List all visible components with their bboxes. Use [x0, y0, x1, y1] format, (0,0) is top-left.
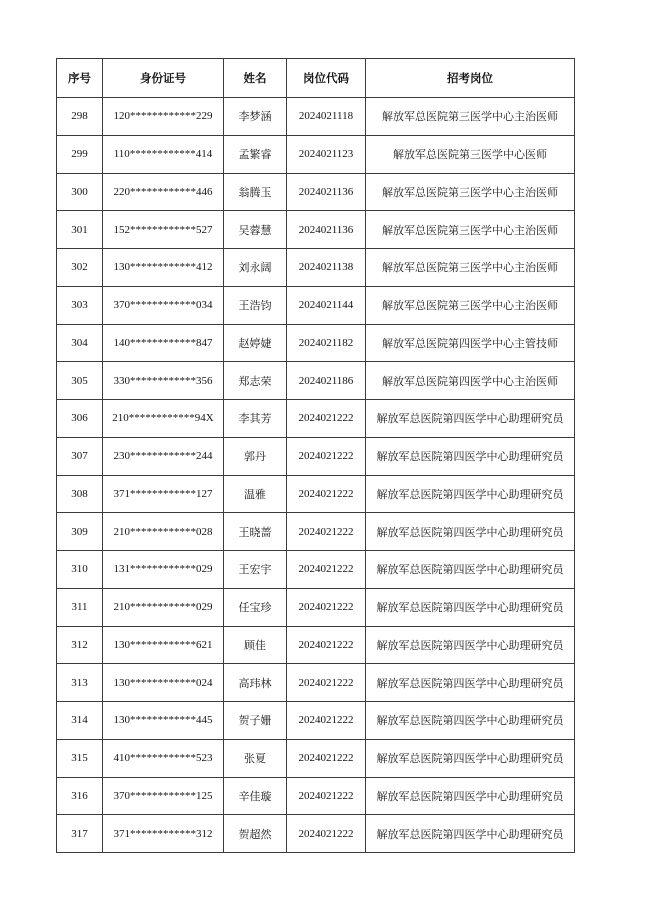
cell-recruit-position: 解放军总医院第三医学中心医师 — [366, 135, 575, 173]
cell-id-number: 330************356 — [103, 362, 224, 400]
cell-seq: 307 — [57, 437, 103, 475]
cell-name: 高玮林 — [224, 664, 287, 702]
cell-recruit-position: 解放军总医院第三医学中心主治医师 — [366, 98, 575, 136]
cell-seq: 305 — [57, 362, 103, 400]
cell-recruit-position: 解放军总医院第三医学中心主治医师 — [366, 249, 575, 287]
cell-recruit-position: 解放军总医院第三医学中心主治医师 — [366, 211, 575, 249]
cell-recruit-position: 解放军总医院第四医学中心助理研究员 — [366, 815, 575, 853]
cell-name: 刘永阔 — [224, 249, 287, 287]
recruitment-roster-table — [56, 58, 575, 853]
cell-recruit-position: 解放军总医院第四医学中心主管技师 — [366, 324, 575, 362]
cell-name: 孟繁睿 — [224, 135, 287, 173]
cell-position-code: 2024021123 — [287, 135, 366, 173]
cell-recruit-position: 解放军总医院第四医学中心助理研究员 — [366, 437, 575, 475]
cell-position-code: 2024021222 — [287, 702, 366, 740]
table-row — [57, 588, 575, 626]
header-name: 姓名 — [224, 59, 287, 98]
table-row — [57, 437, 575, 475]
table-header — [57, 59, 575, 98]
cell-seq: 310 — [57, 551, 103, 589]
cell-recruit-position: 解放军总医院第四医学中心助理研究员 — [366, 739, 575, 777]
table-row — [57, 211, 575, 249]
cell-recruit-position: 解放军总医院第三医学中心主治医师 — [366, 173, 575, 211]
cell-seq: 300 — [57, 173, 103, 211]
table-row — [57, 135, 575, 173]
cell-seq: 298 — [57, 98, 103, 136]
cell-seq: 316 — [57, 777, 103, 815]
cell-name: 李梦涵 — [224, 98, 287, 136]
cell-position-code: 2024021222 — [287, 513, 366, 551]
cell-recruit-position: 解放军总医院第四医学中心助理研究员 — [366, 777, 575, 815]
cell-id-number: 371************127 — [103, 475, 224, 513]
cell-seq: 302 — [57, 249, 103, 287]
cell-id-number: 131************029 — [103, 551, 224, 589]
cell-id-number: 210************028 — [103, 513, 224, 551]
cell-position-code: 2024021222 — [287, 815, 366, 853]
table-body — [57, 98, 575, 853]
table-row — [57, 286, 575, 324]
cell-seq: 315 — [57, 739, 103, 777]
cell-id-number: 130************412 — [103, 249, 224, 287]
cell-seq: 306 — [57, 400, 103, 438]
cell-recruit-position: 解放军总医院第四医学中心助理研究员 — [366, 626, 575, 664]
cell-seq: 308 — [57, 475, 103, 513]
cell-recruit-position: 解放军总医院第四医学中心主治医师 — [366, 362, 575, 400]
table-row — [57, 400, 575, 438]
cell-name: 王宏宇 — [224, 551, 287, 589]
cell-position-code: 2024021222 — [287, 551, 366, 589]
table-row — [57, 664, 575, 702]
table-row — [57, 475, 575, 513]
header-position-code: 岗位代码 — [287, 59, 366, 98]
table-row — [57, 513, 575, 551]
header-recruit-position: 招考岗位 — [366, 59, 575, 98]
cell-seq: 313 — [57, 664, 103, 702]
cell-id-number: 370************034 — [103, 286, 224, 324]
cell-position-code: 2024021136 — [287, 173, 366, 211]
cell-seq: 299 — [57, 135, 103, 173]
cell-seq: 309 — [57, 513, 103, 551]
cell-position-code: 2024021138 — [287, 249, 366, 287]
table-row — [57, 551, 575, 589]
cell-id-number: 130************621 — [103, 626, 224, 664]
table-row — [57, 702, 575, 740]
cell-position-code: 2024021186 — [287, 362, 366, 400]
cell-id-number: 371************312 — [103, 815, 224, 853]
cell-position-code: 2024021222 — [287, 400, 366, 438]
cell-position-code: 2024021222 — [287, 739, 366, 777]
cell-seq: 314 — [57, 702, 103, 740]
cell-id-number: 210************94X — [103, 400, 224, 438]
cell-seq: 301 — [57, 211, 103, 249]
cell-recruit-position: 解放军总医院第四医学中心助理研究员 — [366, 513, 575, 551]
cell-id-number: 130************445 — [103, 702, 224, 740]
cell-position-code: 2024021136 — [287, 211, 366, 249]
cell-position-code: 2024021222 — [287, 777, 366, 815]
cell-position-code: 2024021222 — [287, 626, 366, 664]
cell-name: 吴蓉慧 — [224, 211, 287, 249]
cell-position-code: 2024021118 — [287, 98, 366, 136]
header-row — [57, 59, 575, 98]
cell-id-number: 120************229 — [103, 98, 224, 136]
cell-name: 王晓蔷 — [224, 513, 287, 551]
cell-position-code: 2024021222 — [287, 475, 366, 513]
cell-recruit-position: 解放军总医院第四医学中心助理研究员 — [366, 588, 575, 626]
table-row — [57, 739, 575, 777]
cell-id-number: 110************414 — [103, 135, 224, 173]
cell-name: 温雅 — [224, 475, 287, 513]
cell-id-number: 370************125 — [103, 777, 224, 815]
cell-position-code: 2024021222 — [287, 588, 366, 626]
header-id-number: 身份证号 — [103, 59, 224, 98]
cell-position-code: 2024021222 — [287, 664, 366, 702]
cell-id-number: 130************024 — [103, 664, 224, 702]
cell-id-number: 230************244 — [103, 437, 224, 475]
table-row — [57, 626, 575, 664]
cell-recruit-position: 解放军总医院第四医学中心助理研究员 — [366, 400, 575, 438]
cell-name: 贺子姗 — [224, 702, 287, 740]
cell-name: 任宝珍 — [224, 588, 287, 626]
table-row — [57, 324, 575, 362]
cell-recruit-position: 解放军总医院第四医学中心助理研究员 — [366, 551, 575, 589]
cell-recruit-position: 解放军总医院第三医学中心主治医师 — [366, 286, 575, 324]
cell-recruit-position: 解放军总医院第四医学中心助理研究员 — [366, 702, 575, 740]
table-row — [57, 98, 575, 136]
cell-name: 王浩钧 — [224, 286, 287, 324]
cell-name: 顾佳 — [224, 626, 287, 664]
cell-name: 张夏 — [224, 739, 287, 777]
cell-position-code: 2024021144 — [287, 286, 366, 324]
cell-seq: 304 — [57, 324, 103, 362]
cell-name: 赵婷婕 — [224, 324, 287, 362]
cell-name: 辛佳璇 — [224, 777, 287, 815]
cell-name: 李其芳 — [224, 400, 287, 438]
cell-name: 翁腾玉 — [224, 173, 287, 211]
cell-recruit-position: 解放军总医院第四医学中心助理研究员 — [366, 475, 575, 513]
cell-id-number: 152************527 — [103, 211, 224, 249]
table-row — [57, 777, 575, 815]
cell-recruit-position: 解放军总医院第四医学中心助理研究员 — [366, 664, 575, 702]
table-row — [57, 815, 575, 853]
cell-id-number: 410************523 — [103, 739, 224, 777]
cell-id-number: 220************446 — [103, 173, 224, 211]
cell-seq: 311 — [57, 588, 103, 626]
cell-name: 郭丹 — [224, 437, 287, 475]
table-row — [57, 173, 575, 211]
cell-id-number: 140************847 — [103, 324, 224, 362]
cell-position-code: 2024021182 — [287, 324, 366, 362]
header-seq: 序号 — [57, 59, 103, 98]
table-row — [57, 362, 575, 400]
table-row — [57, 249, 575, 287]
cell-seq: 312 — [57, 626, 103, 664]
cell-seq: 317 — [57, 815, 103, 853]
cell-seq: 303 — [57, 286, 103, 324]
cell-id-number: 210************029 — [103, 588, 224, 626]
cell-name: 郑志荣 — [224, 362, 287, 400]
cell-position-code: 2024021222 — [287, 437, 366, 475]
cell-name: 贺超然 — [224, 815, 287, 853]
